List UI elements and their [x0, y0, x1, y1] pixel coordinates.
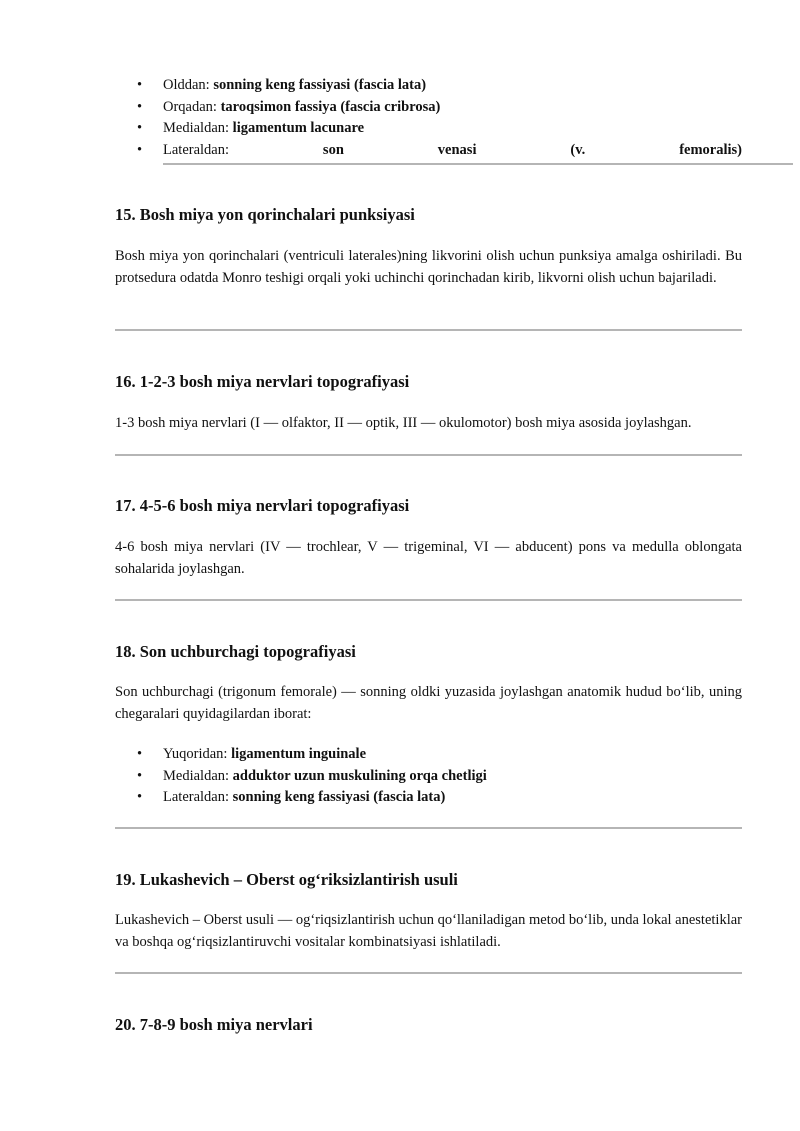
list-item-value: ligamentum inguinale	[231, 746, 367, 762]
list-item-word: son	[322, 141, 344, 158]
list-item-value: ligamentum lacunare	[232, 120, 365, 136]
bullet-icon: •	[137, 746, 143, 762]
list-item	[115, 75, 794, 97]
boundary-list	[115, 744, 742, 809]
list-item-label: Yuqoridan:	[163, 746, 232, 762]
section-title: 16. 1-2-3 bosh miya nervlari topografiyasi	[115, 372, 410, 391]
divider	[115, 329, 742, 331]
list-item-word: femoralis)	[679, 141, 742, 158]
bullet-icon: •	[137, 77, 143, 93]
section-title: 20. 7-8-9 bosh miya nervlari	[115, 1015, 313, 1034]
section-title: 18. Son uchburchagi topografiyasi	[115, 642, 356, 661]
list-item-word: (v.	[570, 141, 586, 158]
list-item	[115, 97, 794, 119]
list-item	[115, 787, 742, 809]
boundary-list	[115, 75, 794, 161]
divider	[115, 454, 742, 456]
list-item-value: adduktor uzun muskulining orqa chetligi	[232, 767, 487, 784]
divider	[115, 972, 742, 974]
list-item-label: Lateraldan:	[163, 789, 233, 805]
section-title: 19. Lukashevich – Oberst og‘riksizlantirish usuli	[115, 870, 458, 889]
list-item-label: Orqadan:	[163, 98, 221, 115]
section-title: 15. Bosh miya yon qorinchalari punksiyasi	[115, 205, 415, 224]
list-item	[115, 744, 742, 766]
list-item	[115, 118, 794, 140]
section-body: Bosh miya yon qorinchalari (ventriculi laterales)ning likvorini olish uchun punksiya amalga oshiriladi. Bu protsedura odatda Monro teshigi orqali yoki uchinchi qorinchadan kirib, likvorni olish uchun bajariladi.	[115, 248, 742, 286]
list-item-value: taroqsimon fassiya (fascia cribrosa)	[220, 98, 441, 115]
list-item-label: Lateraldan:	[163, 141, 230, 158]
section-body: 1-3 bosh miya nervlari (I — olfaktor, II — optik, III — okulomotor) bosh miya asosida joylashgan.	[115, 415, 692, 431]
section-title: 17. 4-5-6 bosh miya nervlari topografiyasi	[115, 496, 410, 515]
list-item	[115, 140, 794, 162]
list-item-value: sonning keng fassiyasi (fascia lata)	[213, 77, 427, 93]
bullet-icon: •	[137, 789, 143, 805]
bullet-icon: •	[137, 98, 143, 115]
list-item	[115, 766, 742, 788]
justified-line	[163, 140, 742, 162]
divider	[115, 827, 742, 829]
section-body: 4-6 bosh miya nervlari (IV — trochlear, V — trigeminal, VI — abducent) pons va medulla oblongata sohalarida joylashgan.	[115, 539, 742, 577]
section-body: Son uchburchagi (trigonum femorale) — sonning oldki yuzasida joylashgan anatomik hudud bo‘lib, uning chegaralari quyidagilardan iborat:	[115, 684, 742, 722]
divider	[115, 599, 742, 601]
divider	[163, 163, 793, 165]
list-item-label: Olddan:	[163, 77, 214, 93]
section-body: Lukashevich – Oberst usuli — og‘riqsizlantirish uchun qo‘llaniladigan metod bo‘lib, unda lokal anestetiklar va boshqa og‘riqsizlantiruvchi vositalar kombinatsiyasi ishlatiladi.	[115, 912, 742, 950]
list-item-value: sonning keng fassiyasi (fascia lata)	[232, 789, 446, 805]
bullet-icon: •	[137, 767, 143, 784]
bullet-icon: •	[137, 141, 143, 158]
list-item-word: venasi	[437, 141, 477, 158]
bullet-icon: •	[137, 120, 143, 136]
list-item-label: Medialdan:	[163, 767, 233, 784]
list-item-label: Medialdan:	[163, 120, 233, 136]
